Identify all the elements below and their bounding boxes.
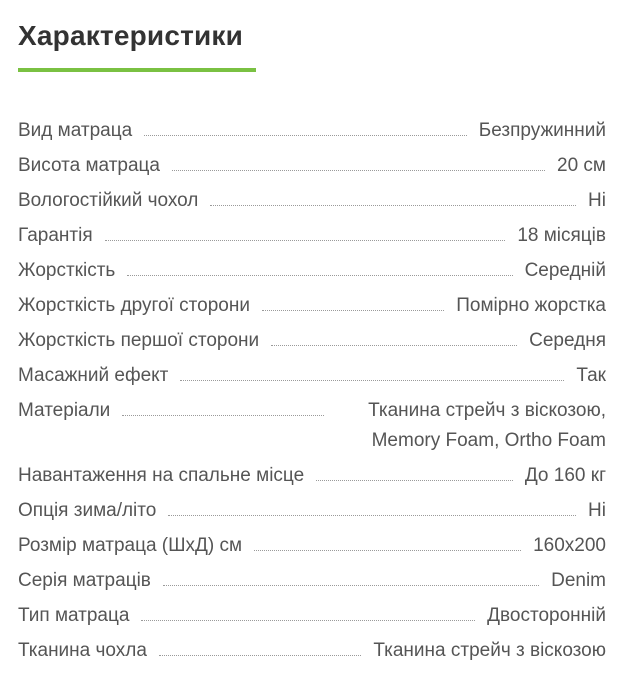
- spec-label: Висота матраца: [18, 155, 160, 176]
- spec-row-second-side-firmness: [18, 291, 606, 321]
- spec-row-mattress-type: [18, 116, 606, 146]
- spec-label: Тканина чохла: [18, 640, 147, 661]
- spec-label: Вид матраца: [18, 120, 133, 141]
- spec-label: Жорсткість: [18, 260, 116, 281]
- spec-label: Опція зима/літо: [18, 500, 157, 521]
- spec-row-series: [18, 566, 606, 596]
- dotted-leader: [254, 531, 521, 551]
- spec-row-waterproof-cover: [18, 186, 606, 216]
- spec-label: Навантаження на спальне місце: [18, 465, 305, 486]
- spec-row-materials: [18, 396, 606, 456]
- spec-value: Середній: [524, 260, 606, 281]
- dotted-leader: [172, 151, 545, 171]
- spec-value: Середня: [529, 330, 606, 351]
- spec-label: Серія матраців: [18, 570, 151, 591]
- spec-row-cover-fabric: [18, 636, 606, 666]
- spec-label: Тип матраца: [18, 605, 130, 626]
- spec-row-mattress-height: [18, 151, 606, 181]
- spec-value: Двосторонній: [487, 605, 606, 626]
- spec-row-mattress-kind: [18, 601, 606, 631]
- spec-value: 20 см: [557, 155, 606, 176]
- dotted-leader: [105, 221, 506, 241]
- spec-label: Жорсткість першої сторони: [18, 330, 260, 351]
- dotted-leader: [122, 396, 324, 416]
- spec-label: Матеріали: [18, 400, 111, 421]
- spec-value: Ні: [588, 190, 606, 211]
- spec-row-warranty: [18, 221, 606, 251]
- spec-value: Помірно жорстка: [456, 295, 606, 316]
- spec-value: Безпружинний: [478, 120, 606, 141]
- dotted-leader: [262, 291, 444, 311]
- dotted-leader: [168, 496, 576, 516]
- specs-list: [18, 116, 606, 671]
- spec-value: Тканина стрейч з віскозою: [373, 640, 606, 661]
- spec-row-massage-effect: [18, 361, 606, 391]
- spec-value: До 160 кг: [524, 465, 606, 486]
- spec-label: Розмір матраца (ШхД) см: [18, 535, 243, 556]
- dotted-leader: [316, 461, 513, 481]
- spec-value: Ні: [588, 500, 606, 521]
- dotted-leader: [144, 116, 467, 136]
- spec-row-size: [18, 531, 606, 561]
- spec-label: Гарантія: [18, 225, 93, 246]
- spec-label: Жорсткість другої сторони: [18, 295, 250, 316]
- dotted-leader: [180, 361, 564, 381]
- dotted-leader: [141, 601, 475, 621]
- spec-row-firmness: [18, 256, 606, 286]
- spec-value: 160х200: [533, 535, 606, 556]
- spec-label: Вологостійкий чохол: [18, 190, 199, 211]
- dotted-leader: [210, 186, 576, 206]
- spec-row-winter-summer: [18, 496, 606, 526]
- dotted-leader: [127, 256, 512, 276]
- spec-label: Масажний ефект: [18, 365, 169, 386]
- dotted-leader: [271, 326, 517, 346]
- title-underline: [18, 68, 256, 72]
- spec-value: 18 місяців: [517, 225, 606, 246]
- spec-row-load-per-sleeper: [18, 461, 606, 491]
- spec-value: Denim: [551, 570, 606, 591]
- spec-row-first-side-firmness: [18, 326, 606, 356]
- section-title: Характеристики: [18, 20, 244, 51]
- dotted-leader: [159, 636, 361, 656]
- dotted-leader: [163, 566, 539, 586]
- spec-value: Тканина стрейч з віскозою, Memory Foam, Ortho Foam: [368, 400, 606, 451]
- spec-value: Так: [576, 365, 606, 386]
